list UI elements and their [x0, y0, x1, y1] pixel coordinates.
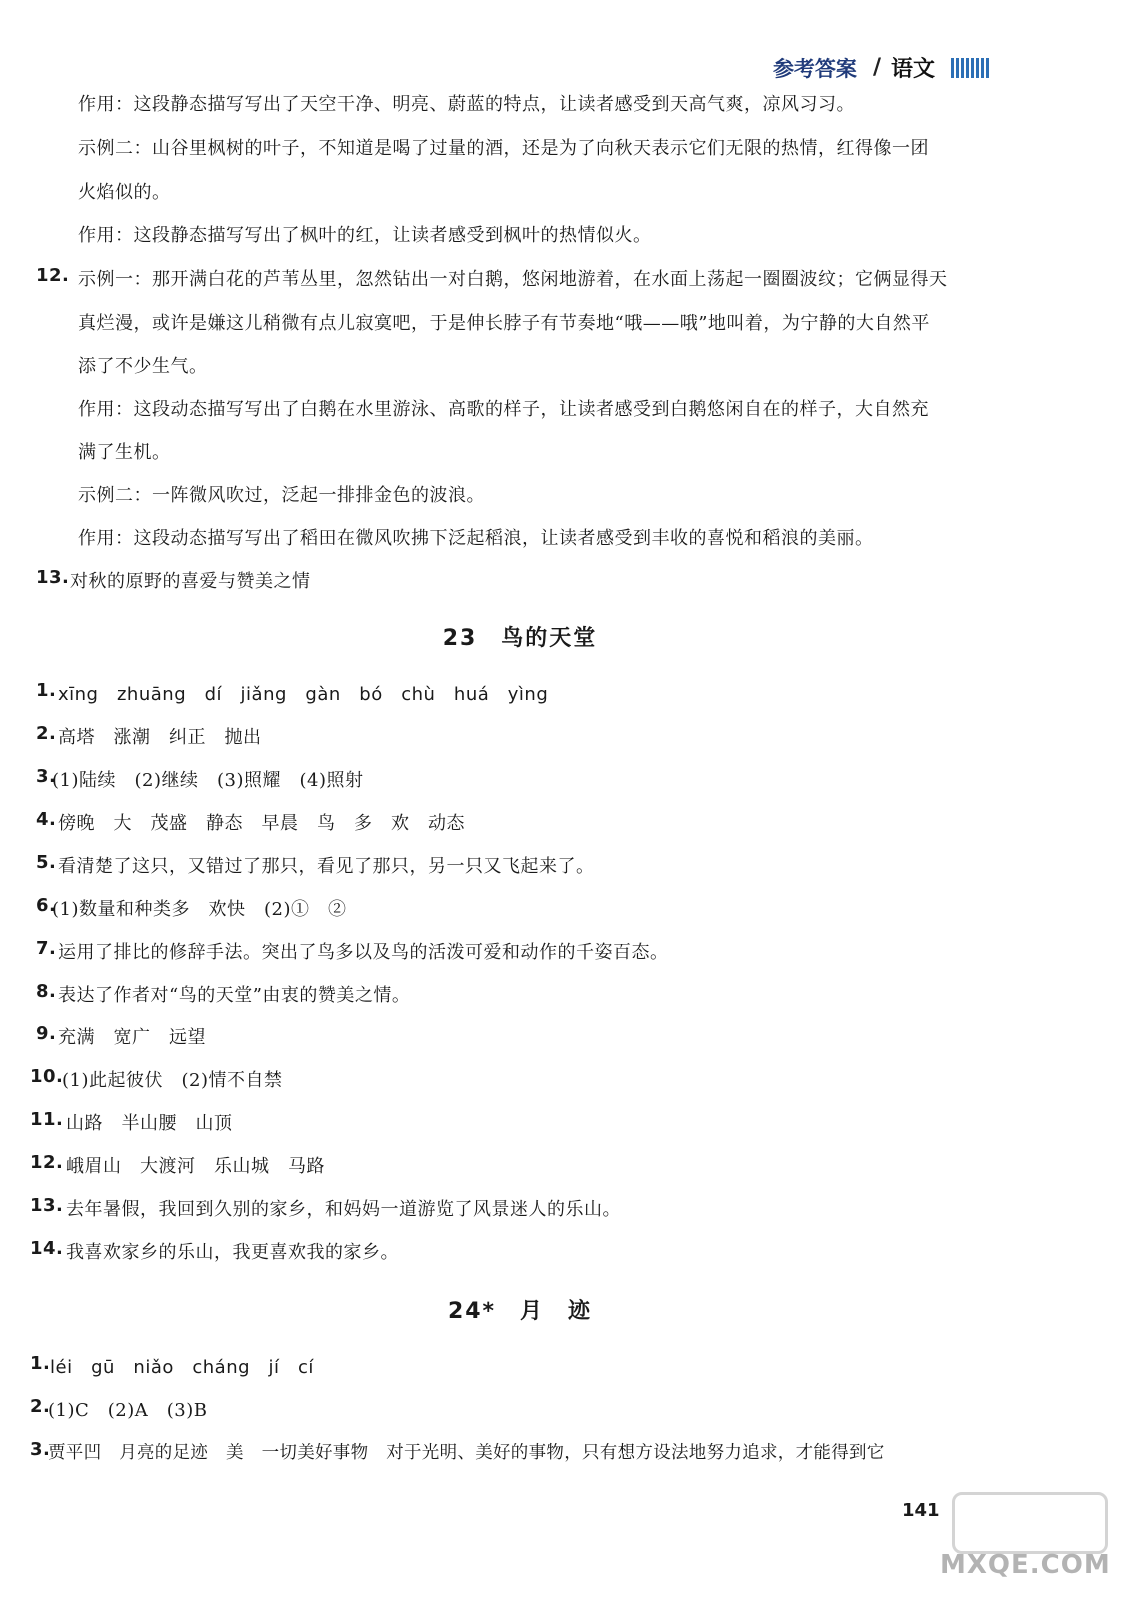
- header-decoration-icon: [951, 58, 991, 78]
- section-title-24: 24* 月 迹: [447, 1299, 593, 1324]
- item-number: 1.: [36, 680, 57, 701]
- item-text: (1)此起彼伏 (2)情不自禁: [62, 1070, 283, 1091]
- item-number: 12.: [36, 265, 70, 286]
- subject-label: 语文: [890, 57, 935, 82]
- item-number: 5.: [36, 852, 57, 873]
- watermark: [930, 1488, 1120, 1598]
- item-number: 4.: [36, 809, 57, 830]
- header-slash: /: [872, 55, 881, 80]
- section-title-23: 23 鸟的天堂: [442, 626, 598, 651]
- item-text: (1)陆续 (2)继续 (3)照耀 (4)照射: [52, 770, 364, 791]
- watermark-text: MXQE.COM: [940, 1550, 1111, 1580]
- item-number: 2.: [36, 723, 57, 744]
- text-line: 作用：这段静态描写写出了枫叶的红，让读者感受到枫叶的热情似火。: [78, 225, 652, 246]
- item-text: (1)C (2)A (3)B: [48, 1400, 208, 1421]
- item-text: léi gū niǎo cháng jí cí: [50, 1357, 314, 1378]
- item-number: 6.: [36, 895, 57, 916]
- text-line: 添了不少生气。: [78, 356, 208, 377]
- text-line: 示例二：一阵微风吹过，泛起一排排金色的波浪。: [78, 485, 485, 506]
- item-number: 7.: [36, 938, 57, 959]
- text-line: 示例二：山谷里枫树的叶子，不知道是喝了过量的酒，还是为了向秋天表示它们无限的热情，红得像一团: [78, 138, 929, 159]
- item-number: 14.: [30, 1238, 64, 1259]
- item-text: (1)数量和种类多 欢快 (2)① ②: [52, 899, 347, 920]
- item-text: 我喜欢家乡的乐山，我更喜欢我的家乡。: [66, 1242, 399, 1263]
- text-line: 对秋的原野的喜爱与赞美之情: [70, 571, 311, 592]
- item-number: 1.: [30, 1353, 51, 1374]
- item-text: xīng zhuāng dí jiǎng gàn bó chù huá yìng: [58, 684, 549, 705]
- text-line: 作用：这段静态描写写出了天空干净、明亮、蔚蓝的特点，让读者感受到天高气爽，凉风习习。: [78, 94, 855, 115]
- item-text: 傍晚 大 茂盛 静态 早晨 鸟 多 欢 动态: [58, 813, 465, 834]
- text-line: 作用：这段动态描写写出了稻田在微风吹拂下泛起稻浪，让读者感受到丰收的喜悦和稻浪的美丽。: [78, 528, 874, 549]
- item-number: 10.: [30, 1066, 64, 1087]
- item-text: 贾平凹 月亮的足迹 美 一切美好事物 对于光明、美好的事物，只有想方设法地努力追求，才能得到它: [48, 1443, 885, 1463]
- item-number: 13.: [30, 1195, 64, 1216]
- page-number: 141: [902, 1500, 940, 1521]
- item-number: 13.: [36, 567, 70, 588]
- watermark-logo-icon: [952, 1492, 1108, 1554]
- item-number: 2.: [30, 1396, 51, 1417]
- item-text: 去年暑假，我回到久别的家乡，和妈妈一道游览了风景迷人的乐山。: [66, 1199, 621, 1220]
- text-line: 火焰似的。: [78, 182, 171, 203]
- item-number: 3.: [36, 766, 57, 787]
- item-number: 9.: [36, 1023, 57, 1044]
- item-text: 充满 宽广 远望: [58, 1027, 206, 1048]
- item-text: 高塔 涨潮 纠正 抛出: [58, 727, 262, 748]
- text-line: 示例一：那开满白花的芦苇丛里，忽然钻出一对白鹅，悠闲地游着，在水面上荡起一圈圈波纹；它俩显得天: [78, 269, 948, 290]
- item-text: 看清楚了这只，又错过了那只，看见了那只，另一只又飞起来了。: [58, 856, 595, 877]
- text-line: 满了生机。: [78, 442, 171, 463]
- item-text: 峨眉山 大渡河 乐山城 马路: [66, 1156, 325, 1177]
- item-number: 8.: [36, 981, 57, 1002]
- item-text: 山路 半山腰 山顶: [66, 1113, 233, 1134]
- page-header: [773, 52, 991, 83]
- reference-answer-label: 参考答案: [772, 56, 857, 81]
- text-line: 作用：这段动态描写写出了白鹅在水里游泳、高歌的样子，让读者感受到白鹅悠闲自在的样子，大自然充: [78, 399, 929, 420]
- item-text: 表达了作者对“鸟的天堂”由衷的赞美之情。: [58, 985, 411, 1006]
- item-number: 12.: [30, 1152, 64, 1173]
- item-number: 3.: [30, 1439, 51, 1460]
- text-line: 真烂漫，或许是嫌这儿稍微有点儿寂寞吧，于是伸长脖子有节奏地“哦——哦”地叫着，为宁静的大自然平: [78, 313, 930, 334]
- item-number: 11.: [30, 1109, 64, 1130]
- item-text: 运用了排比的修辞手法。突出了鸟多以及鸟的活泼可爱和动作的千姿百态。: [58, 942, 669, 963]
